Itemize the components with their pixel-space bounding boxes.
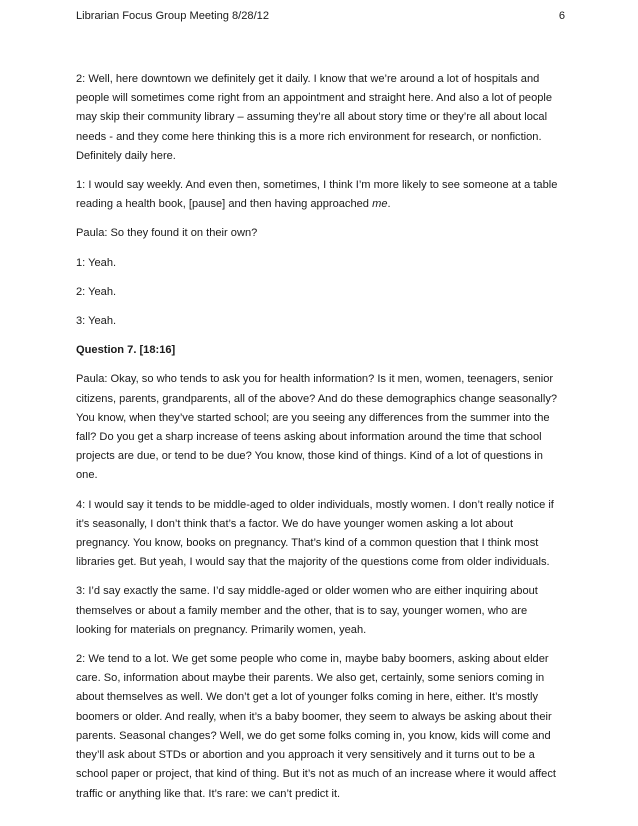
paragraph-speaker-2-downtown: 2: Well, here downtown we definitely get it daily. I know that we’re around a lot of hospitals and people will sometimes come right from an appointment and straight here. And also a lot of people may skip their community library – assuming they’re all about story time or they’re all about local needs - and they come here thinking this is a more rich environment for research, or nonfiction. Definitely daily here. xyxy=(76,73,553,162)
paragraph-paula-demographics: Paula: Okay, so who tends to ask you for health information? Is it men, women, teenagers, senior citizens, parents, grandparents, all of the above? And do these demographics change seasonally? You know, when they’ve started school; are you seeing any differences from the summer into the fall? Do you get a sharp increase of teens asking about information around the time that school projects are due, or tend to be due? You know, those kind of things. Kind of a lot of questions in one. xyxy=(76,373,558,482)
paragraph-speaker-2-answer: 2: We tend to a lot. We get some people who come in, maybe baby boomers, asking about elder care. So, information about maybe their parents. We also get, certainly, some seniors coming in about themselves as well. We don’t get a lot of younger folks coming in here, either. It’s mostly boomers or older. And really, when it’s a baby boomer, they seem to always be asking about their parents. Seasonal changes? Well, we do get some folks coming in, you know, kids will come and they’ll ask about STDs or abortion and you approach it very sensitively and it turns out to be a school paper or project, that kind of thing. But it’s not as much of an increase where it would affect traffic or anything like that. It’s rare: we can’t predict it. xyxy=(76,653,556,800)
page-number: 6 xyxy=(558,10,565,22)
section-heading-question-7: Question 7. [18:16] xyxy=(76,344,176,357)
paragraph-text-end: . xyxy=(387,198,391,211)
paragraph-speaker-2-yeah: 2: Yeah. xyxy=(76,285,117,298)
document-body xyxy=(76,70,565,814)
header-title: Librarian Focus Group Meeting 8/28/12 xyxy=(76,10,270,22)
paragraph-paula-question: Paula: So they found it on their own? xyxy=(76,227,258,240)
paragraph-speaker-4-answer: 4: I would say it tends to be middle-aged to older individuals, mostly women. I don’t really notice if it’s seasonally, I don’t think that’s a factor. We do have younger women asking a lot about pregnancy. You know, books on pregnancy. That’s kind of a common question that I think most libraries get. But yeah, I would say that the majority of the questions come from older individuals. xyxy=(76,498,554,569)
paragraph-speaker-1-weekly xyxy=(76,176,565,214)
emphasized-word: me xyxy=(372,198,388,211)
page-header xyxy=(76,6,565,26)
paragraph-text: 1: I would say weekly. And even then, sometimes, I think I’m more likely to see someone at a table reading a health book, [pause] and then having approached xyxy=(76,179,558,211)
paragraph-speaker-3-yeah: 3: Yeah. xyxy=(76,315,117,328)
paragraph-speaker-3-answer: 3: I’d say exactly the same. I’d say middle-aged or older women who are either inquiring about themselves or about a family member and the other, that is to say, younger women, who are looking for materials on pregnancy. Primarily women, yeah. xyxy=(76,585,538,636)
paragraph-speaker-1-yeah: 1: Yeah. xyxy=(76,256,117,269)
